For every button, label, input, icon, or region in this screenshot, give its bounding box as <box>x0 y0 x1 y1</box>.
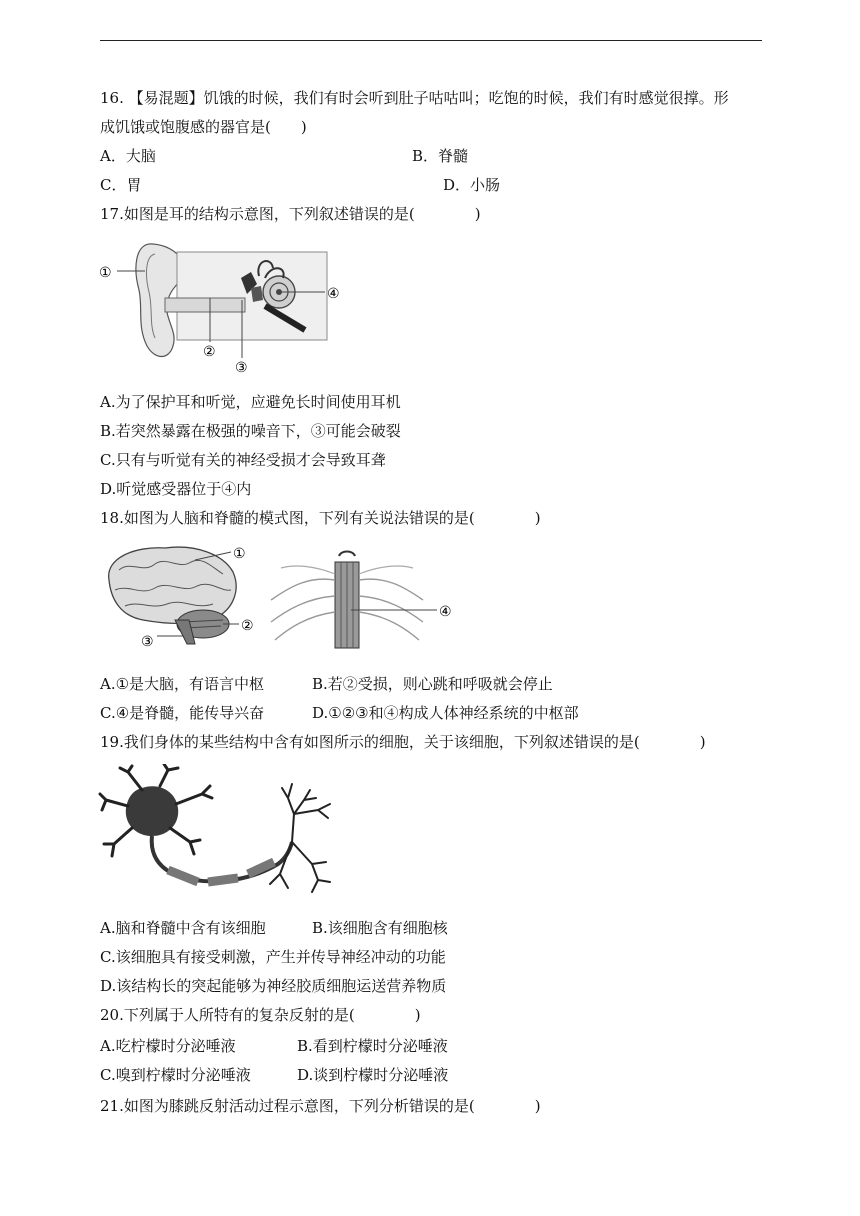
q16-option-a: A．大脑 <box>100 147 156 165</box>
brain-spinal-cord-figure <box>95 540 465 656</box>
q16-stem-line2: 成饥饿或饱腹感的器官是( ) <box>100 118 307 136</box>
q17-option-d: D.听觉感受器位于④内 <box>100 480 252 498</box>
q18-option-a: A.①是大脑，有语言中枢 <box>100 675 265 693</box>
q16-option-b: B．脊髓 <box>412 147 469 165</box>
neuron-figure <box>98 764 348 904</box>
q20-option-c: C.嗅到柠檬时分泌唾液 <box>100 1066 251 1084</box>
q19-option-d: D.该结构长的突起能够为神经胶质细胞运送营养物质 <box>100 977 447 995</box>
q20-option-d: D.谈到柠檬时分泌唾液 <box>297 1066 449 1084</box>
q18-option-c: C.④是脊髓，能传导兴奋 <box>100 704 265 722</box>
q19-option-a: A.脑和脊髓中含有该细胞 <box>100 919 266 937</box>
header-rule <box>100 40 762 41</box>
brain-label-2: ② <box>241 618 254 634</box>
q17-option-a: A.为了保护耳和听觉，应避免长时间使用耳机 <box>100 393 401 411</box>
ear-label-3: ③ <box>235 360 248 376</box>
q18-stem: 18.如图为人脑和脊髓的模式图，下列有关说法错误的是( ) <box>100 509 541 527</box>
spinal-label-4: ④ <box>439 604 452 620</box>
q20-option-a: A.吃柠檬时分泌唾液 <box>100 1037 236 1055</box>
q19-option-b: B.该细胞含有细胞核 <box>312 919 448 937</box>
ear-label-4: ④ <box>327 286 340 302</box>
brain-label-3: ③ <box>141 634 154 650</box>
ear-label-1: ① <box>99 265 112 281</box>
q16-stem-line1: 16. 【易混题】饥饿的时候，我们有时会听到肚子咕咕叫；吃饱的时候，我们有时感觉很撑。形 <box>100 89 729 107</box>
q18-option-b: B.若②受损，则心跳和呼吸就会停止 <box>312 675 553 693</box>
q19-stem: 19.我们身体的某些结构中含有如图所示的细胞，关于该细胞，下列叙述错误的是( ) <box>100 733 706 751</box>
q17-option-b: B.若突然暴露在极强的噪音下，③可能会破裂 <box>100 422 401 440</box>
q16-option-c: C．胃 <box>100 176 142 194</box>
q17-stem: 17.如图是耳的结构示意图，下列叙述错误的是( ) <box>100 205 481 223</box>
q20-option-b: B.看到柠檬时分泌唾液 <box>297 1037 448 1055</box>
ear-label-2: ② <box>203 344 216 360</box>
q19-option-c: C.该细胞具有接受刺激，产生并传导神经冲动的功能 <box>100 948 446 966</box>
q18-option-d: D.①②③和④构成人体神经系统的中枢部 <box>312 704 579 722</box>
ear-structure-figure <box>95 238 355 376</box>
brain-label-1: ① <box>233 546 246 562</box>
q16-option-d: D．小肠 <box>443 176 501 194</box>
q17-option-c: C.只有与听觉有关的神经受损才会导致耳聋 <box>100 451 386 469</box>
q21-stem: 21.如图为膝跳反射活动过程示意图，下列分析错误的是( ) <box>100 1097 541 1115</box>
q20-stem: 20.下列属于人所特有的复杂反射的是( ) <box>100 1006 421 1024</box>
